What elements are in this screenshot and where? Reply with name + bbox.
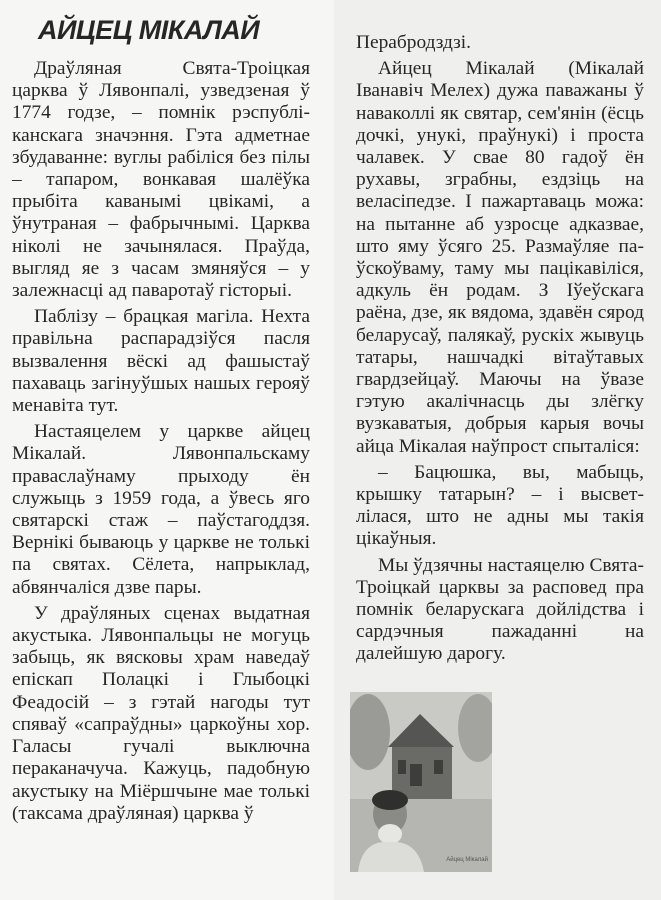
priest-church-photo bbox=[350, 692, 492, 872]
right-column bbox=[356, 32, 644, 670]
paragraph: Мы ўдзячны настаяцелю Свята-Троіцкай царквы за расповед пра помнік беларускага дойлідства і сардэчныя пажаданні на далейшую дарогу. bbox=[356, 554, 644, 665]
left-column bbox=[12, 58, 310, 829]
paragraph: Паблізу – брацкая магіла. Нехта правільна распарадзіўся пасля вызвалення вёскі ад фашыстаў пахаваць загінуўшых нашых герояў менавіта тут. bbox=[12, 306, 310, 417]
paragraph: Настаяцелем у царкве айцец Мікалай. Лявонпальскаму праваслаўнаму прыходу ён служыць з 1959 года, а ўвесь яго святарскі стаж – паўстагоддзя. Вернікі бываюць у царкве не толькі па святах. Сёлета, напрыклад, абвянчаліся дзве пары. bbox=[12, 421, 310, 598]
paragraph: – Бацюшка, вы, мабыць, крышку татарын? – і высветлілася, што не адны мы такія цікаўныя. bbox=[356, 461, 644, 550]
photo-illustration bbox=[350, 692, 492, 872]
paragraph: Драўляная Свята-Троіцкая царква ў Лявонпалі, узведзеная ў 1774 годзе, – помнік рэспубліканскага значэння. Гэта адметнае збудаванне: вуглы рабіліся без пілы – тапаром, вонкавая шалёўка прыбіта каванымі цвікамі, а ўнутраная – фабрычнымі. Царква ніколі не зачынялася. Праўда, выгляд яе з часам змяняўся – у залежнасці ад паваротаў гісторыі. bbox=[12, 58, 310, 302]
paragraph: Айцец Мікалай (Мікалай Іванавіч Мелех) дужа паважаны ў наваколлі як святар, сем'янін (ёсць дочкі, унукі, праўнукі) і проста чалавек. У свае 80 гадоў ён рухавы, зграбны, ездзіць на веласіпедзе. І пажартаваць можа: на пытанне аб узросце адказвае, што яму ўсяго 25. Размаўляе паўскоўваму, таму мы пацікавіліся, адкуль ён родам. З Іўеўскага раёна, дзе, як вядома, здавён сярод беларусаў, палякаў, рускіх жывуць татары, нашчадкі вітаўтавых гвардзейцаў. Маючы на ўвазе гэтую акалічнасць ды злёгку вузкаватыя, добрыя карыя вочы айца Мікалая наўпрост спыталіся: bbox=[356, 58, 644, 457]
paragraph: У драўляных сценах выдатная акустыка. Лявонпальцы не могуць забыць, як вясковы храм наведаў епіскап Полацкі і Глыбоцкі Феадосій – з гэтай нагоды тут спяваў «сапраўдны» царкоўны хор. Галасы гучалі выключна пераканачуча. Кажуць, падобную акустыку на Міёршчыне мае толькі (таксама драўляная) царква ў bbox=[12, 602, 310, 824]
continuation-line: Перабродздзі. bbox=[356, 32, 472, 53]
article-title: АЙЦЕЦ МІКАЛАЙ bbox=[38, 15, 260, 45]
photo-caption: Айцец Мікалай bbox=[446, 857, 488, 863]
